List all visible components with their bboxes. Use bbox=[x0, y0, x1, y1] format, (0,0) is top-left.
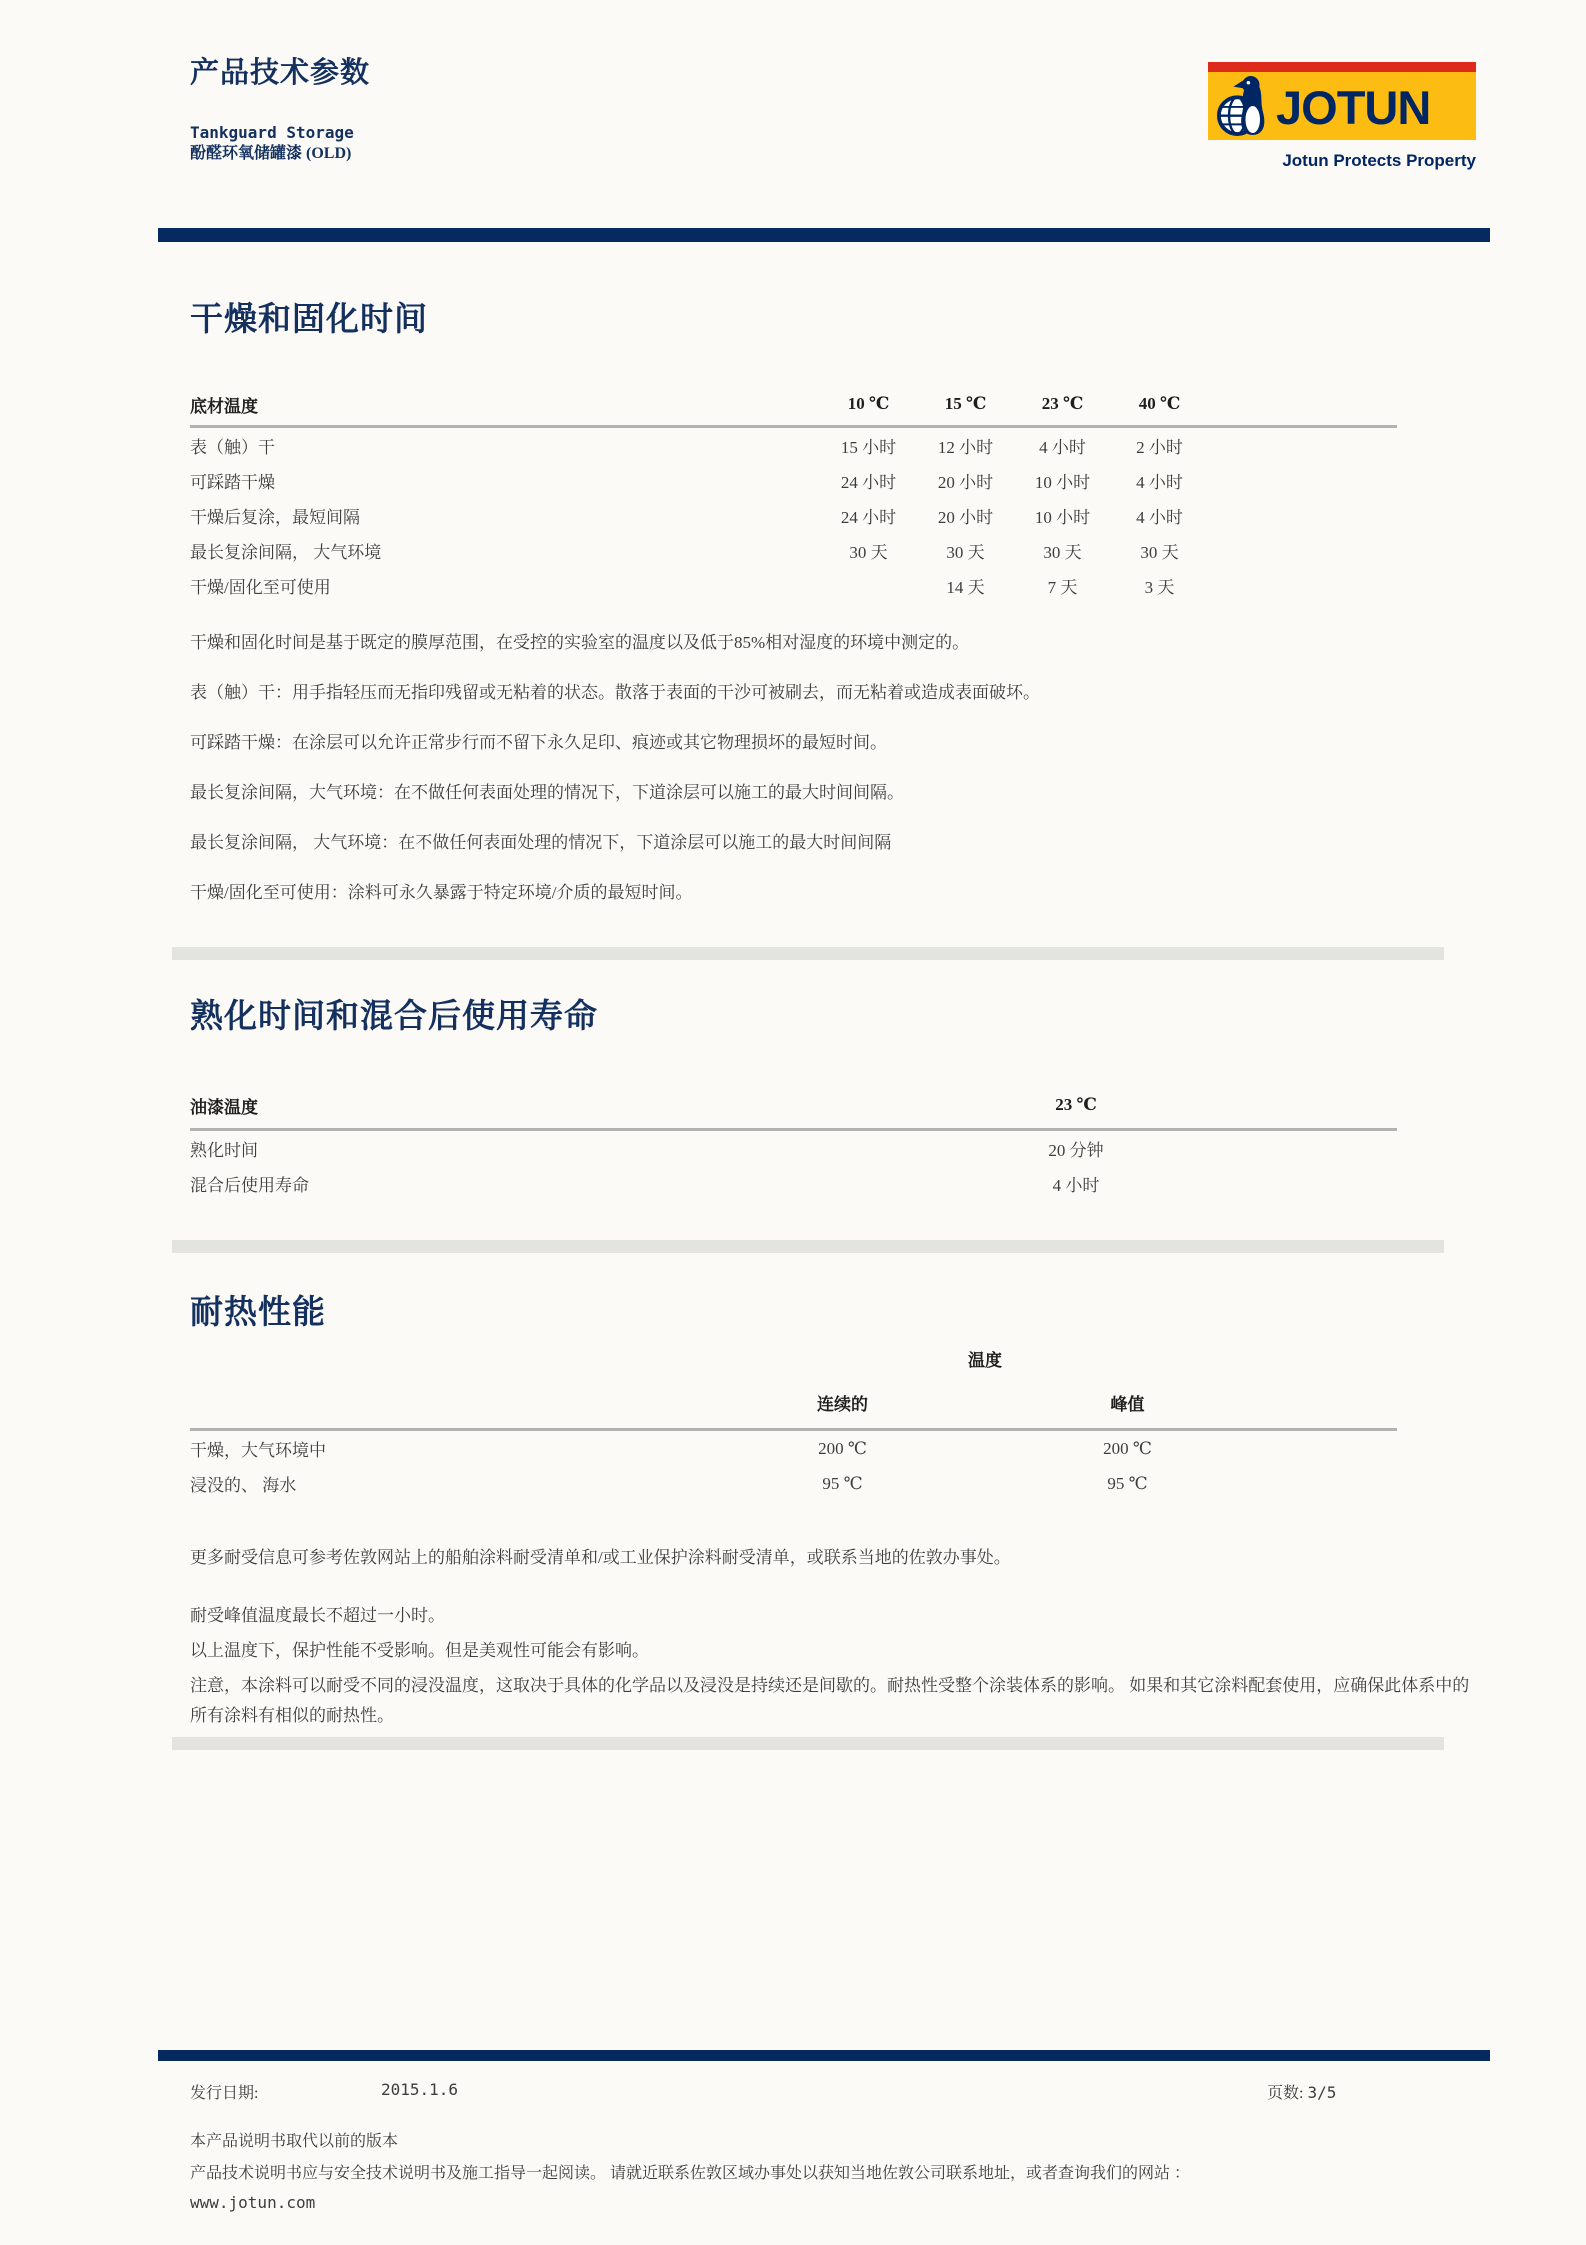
table-cell: 200 ℃ bbox=[818, 1438, 867, 1458]
table-cell: 14 天 bbox=[946, 578, 985, 597]
drying-table bbox=[190, 383, 1397, 603]
section-heading-drying: 干燥和固化时间 bbox=[190, 302, 428, 338]
table-cell: 干燥，大气环境中 bbox=[190, 1441, 326, 1460]
section-separator bbox=[172, 1737, 1444, 1750]
table-cell: 熟化时间 bbox=[190, 1141, 258, 1160]
paragraph: 以上温度下，保护性能不受影响。但是美观性可能会有影响。 bbox=[190, 1641, 649, 1660]
table-cell: 干燥/固化至可使用 bbox=[190, 578, 331, 597]
footer-divider-bar bbox=[158, 2050, 1490, 2061]
table-cell: 10 小时 bbox=[1034, 473, 1091, 492]
table-cell: 2 小时 bbox=[1136, 438, 1183, 457]
table-col-header: 连续的 bbox=[817, 1394, 868, 1414]
page-number bbox=[1267, 2080, 1336, 2103]
paragraph: 干燥和固化时间是基于既定的膜厚范围，在受控的实验室的温度以及低于85%相对湿度的环境中测定的。 bbox=[190, 633, 970, 652]
penguin-globe-icon bbox=[1216, 75, 1274, 137]
paragraph: 表（触）干：用手指轻压而无指印残留或无粘着的状态。散落于表面的干沙可被刷去，而无粘着或造成表面破坏。 bbox=[190, 683, 1040, 702]
table-cell: 3 天 bbox=[1144, 578, 1175, 597]
table-cell: 4 小时 bbox=[1052, 1176, 1100, 1195]
table-cell: 20 小时 bbox=[937, 508, 994, 527]
logo-yellow-body bbox=[1208, 72, 1476, 140]
header-divider-bar bbox=[158, 228, 1490, 242]
paragraph: 耐受峰值温度最长不超过一小时。 bbox=[190, 1606, 445, 1625]
table-cell: 30 天 bbox=[1043, 543, 1082, 562]
table-col-header: 10 ℃ bbox=[847, 394, 890, 413]
issue-date-value: 2015.1.6 bbox=[381, 2080, 459, 2099]
table-row-header: 底材温度 bbox=[190, 396, 258, 416]
table-cell: 表（触）干 bbox=[190, 438, 275, 457]
table-cell: 7 天 bbox=[1047, 578, 1078, 597]
footer-note-read-with: 产品技术说明书应与安全技术说明书及施工指导一起阅读。 请就近联系佐敦区域办事处以获知当地佐敦公司联系地址，或者查询我们的网站 ： bbox=[190, 2165, 1191, 2182]
table-cell: 15 小时 bbox=[840, 438, 897, 457]
table-cell: 30 天 bbox=[946, 543, 985, 562]
page-title: 产品技术参数 bbox=[190, 57, 371, 89]
table-cell: 干燥后复涂，最短间隔 bbox=[190, 508, 360, 527]
table-col-header: 23 ℃ bbox=[1055, 1095, 1097, 1114]
table-cell: 200 ℃ bbox=[1103, 1438, 1152, 1458]
table-col-header: 峰值 bbox=[1110, 1394, 1145, 1414]
table-group-header-row bbox=[190, 1340, 1397, 1376]
table-col-header: 15 ℃ bbox=[944, 394, 987, 413]
table-col-header: 40 ℃ bbox=[1138, 394, 1181, 413]
paragraph: 最长复涂间隔，大气环境：在不做任何表面处理的情况下，下道涂层可以施工的最大时间间隔。 bbox=[190, 783, 904, 802]
table-cell: 30 天 bbox=[849, 543, 888, 562]
section-heading-curing: 熟化时间和混合后使用寿命 bbox=[190, 999, 598, 1035]
table-row-header: 油漆温度 bbox=[190, 1097, 258, 1117]
section-separator bbox=[172, 947, 1444, 960]
table-cell: 混合后使用寿命 bbox=[190, 1176, 309, 1195]
footer-note-supersedes: 本产品说明书取代以前的版本 bbox=[190, 2133, 399, 2150]
table-row bbox=[190, 533, 1397, 568]
table-row bbox=[190, 463, 1397, 498]
table-cell: 24 小时 bbox=[840, 473, 897, 492]
paragraph: 更多耐受信息可参考佐敦网站上的船舶涂料耐受清单和/或工业保护涂料耐受清单，或联系当地的佐敦办事处。 bbox=[190, 1548, 1011, 1567]
footer-website: www.jotun.com bbox=[190, 2193, 316, 2212]
table-cell: 10 小时 bbox=[1034, 508, 1091, 527]
logo-tagline: Jotun Protects Property bbox=[1282, 151, 1476, 170]
table-row bbox=[190, 498, 1397, 533]
paragraph: 干燥/固化至可使用：涂料可永久暴露于特定环境/介质的最短时间。 bbox=[190, 883, 693, 902]
table-row bbox=[190, 1431, 1397, 1466]
page-number-value: 3/5 bbox=[1307, 2083, 1337, 2102]
table-cell: 4 小时 bbox=[1136, 508, 1183, 527]
table-header-row bbox=[190, 383, 1397, 428]
table-cell: 95 ℃ bbox=[1107, 1473, 1148, 1493]
product-name-cn: 酚醛环氧储罐漆 (OLD) bbox=[190, 145, 352, 162]
table-cell: 最长复涂间隔， 大气环境 bbox=[190, 543, 382, 562]
curing-table bbox=[190, 1082, 1397, 1201]
table-cell: 24 小时 bbox=[840, 508, 897, 527]
table-cell: 可踩踏干燥 bbox=[190, 473, 275, 492]
table-cell: 12 小时 bbox=[937, 438, 994, 457]
table-cell: 30 天 bbox=[1140, 543, 1179, 562]
table-cell: 20 分钟 bbox=[1048, 1141, 1104, 1160]
table-group-header: 温度 bbox=[968, 1350, 1002, 1370]
table-row bbox=[190, 1166, 1397, 1201]
table-row bbox=[190, 1131, 1397, 1166]
table-cell: 浸没的、 海水 bbox=[190, 1476, 297, 1495]
logo-red-stripe bbox=[1208, 62, 1476, 72]
paragraph: 注意，本涂料可以耐受不同的浸没温度，这取决于具体的化学品以及浸没是持续还是间歇的。耐热性受整个涂装体系的影响。 如果和其它涂料配套使用，应确保此体系中的所有涂料有相似的耐热性。 bbox=[190, 1676, 1470, 1725]
table-row bbox=[190, 428, 1397, 463]
table-row bbox=[190, 1466, 1397, 1501]
table-cell: 4 小时 bbox=[1136, 473, 1183, 492]
product-name-en: Tankguard Storage bbox=[190, 123, 354, 142]
issue-date-label: 发行日期: bbox=[190, 2085, 259, 2102]
drying-notes bbox=[190, 630, 1455, 930]
table-cell: 95 ℃ bbox=[822, 1473, 863, 1493]
table-header-row bbox=[190, 1376, 1397, 1431]
table-header-row bbox=[190, 1082, 1397, 1131]
paragraph: 最长复涂间隔， 大气环境：在不做任何表面处理的情况下，下道涂层可以施工的最大时间间隔 bbox=[190, 833, 892, 852]
jotun-logo bbox=[1208, 62, 1476, 140]
table-col-header: 23 ℃ bbox=[1041, 394, 1084, 413]
product-name-block bbox=[190, 122, 354, 164]
section-heading-heat: 耐热性能 bbox=[190, 1295, 326, 1331]
heat-table bbox=[190, 1340, 1397, 1501]
section-separator bbox=[172, 1240, 1444, 1253]
paragraph: 可踩踏干燥：在涂层可以允许正常步行而不留下永久足印、痕迹或其它物理损坏的最短时间。 bbox=[190, 733, 887, 752]
table-cell: 20 小时 bbox=[937, 473, 994, 492]
table-row bbox=[190, 568, 1397, 603]
table-cell: 4 小时 bbox=[1039, 438, 1086, 457]
heat-notes bbox=[190, 1545, 1480, 1731]
page-number-label: 页数: bbox=[1267, 2085, 1304, 2102]
logo-brand-text: JOTUN bbox=[1276, 80, 1431, 134]
